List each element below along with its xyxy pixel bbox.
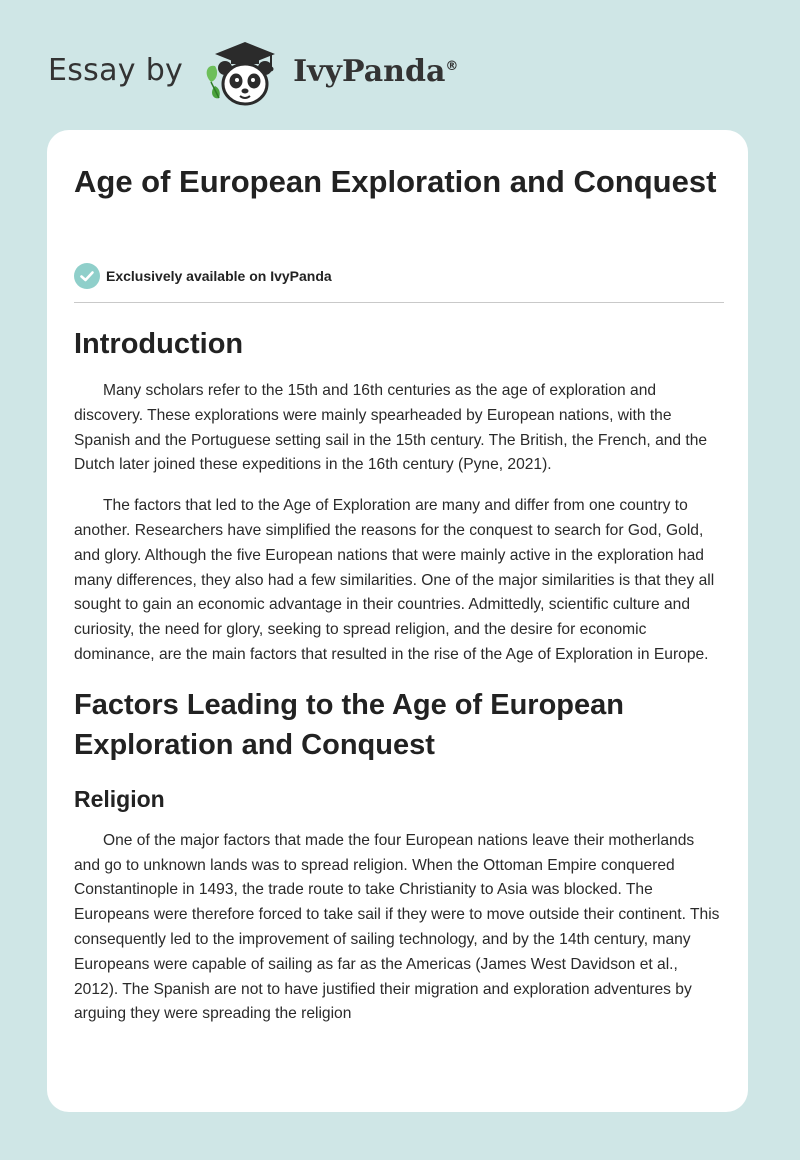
- panda-graduate-logo-icon[interactable]: [197, 36, 289, 108]
- site-header: [48, 36, 458, 108]
- subsection-heading-religion: Religion: [74, 785, 165, 812]
- section-heading-factors: Factors Leading to the Age of European Exploration and Conquest: [74, 688, 624, 761]
- essay-body: [74, 324, 724, 1027]
- page-title: Age of European Exploration and Conquest: [74, 164, 717, 199]
- paragraph: The factors that led to the Age of Exploration are many and differ from one country to another. Researchers have simplified the reasons for the conquest to search for God, Gold, and glory. Although the five European nations that were mainly active in the exploration had many differences, they also had a few similarities. One of the major similarities is that they all sought to gain an economic advantage in their countries. Admittedly, scientific culture and curiosity, the need for glory, seeking to spread religion, and the desire for economic dominance, are the main factors that resulted in the rise of the Age of Exploration in Europe.: [74, 497, 715, 663]
- exclusive-notice: [74, 263, 332, 289]
- paragraph: One of the major factors that made the four European nations leave their motherlands and go to unknown lands was to spread religion. When the Ottoman Empire conquered Constantinople in 1493, the trade route to take Christianity to Asia was blocked. The Europeans were therefore forced to take sail if they were to move outside their continent. This consequently led to the improvement of sailing technology, and by the 14th century, many Europeans were capable of sailing as far as the Americas (James West Davidson et al., 2012). The Spanish are not to have justified their migration and exploration adventures by arguing they were spreading the religion: [74, 831, 720, 1023]
- brand-name[interactable]: IvyPanda®: [293, 53, 459, 89]
- section-heading-introduction: Introduction: [74, 328, 244, 360]
- check-circle-icon: [74, 263, 100, 289]
- essay-card: [47, 130, 748, 1112]
- essay-by-label: Essay by: [48, 52, 184, 88]
- exclusive-label: Exclusively available on IvyPanda: [106, 268, 332, 284]
- divider: [74, 302, 724, 303]
- registered-mark: ®: [445, 58, 459, 74]
- paragraph: Many scholars refer to the 15th and 16th centuries as the age of exploration and discovery. These explorations were mainly spearheaded by European nations, with the Spanish and the Portuguese setting sail in the 15th century. The British, the French, and the Dutch later joined these expeditions in the 16th century (Pyne, 2021).: [74, 382, 708, 474]
